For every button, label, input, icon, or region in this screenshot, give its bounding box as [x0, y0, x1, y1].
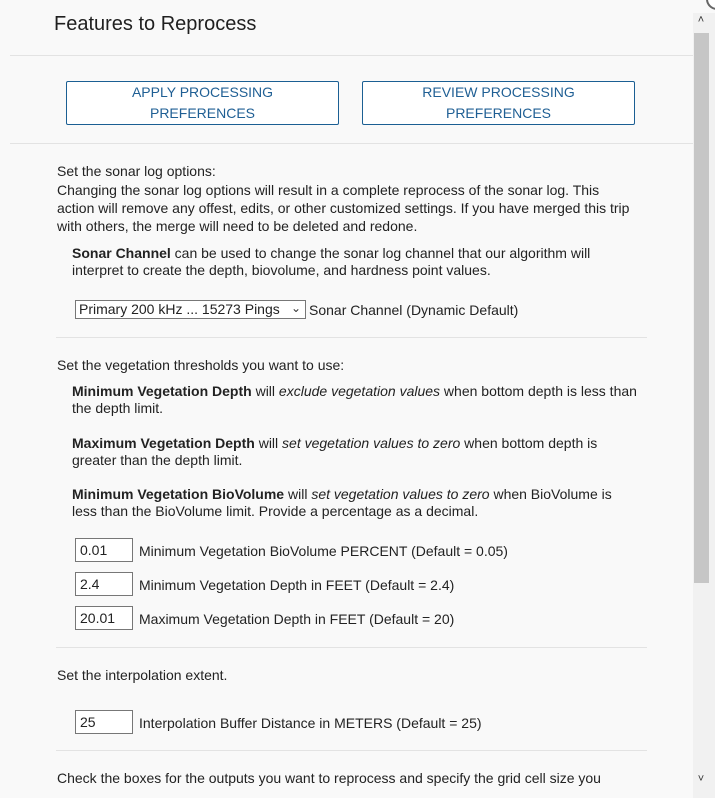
- sonar-section-divider: [56, 337, 647, 338]
- min-depth-label: Minimum Vegetation Depth in FEET (Default = 2.4): [139, 577, 455, 593]
- dialog-title: Features to Reprocess: [54, 13, 257, 35]
- header-divider: [10, 55, 693, 56]
- vegetation-section-heading: Set the vegetation thresholds you want to use:: [57, 357, 345, 373]
- max-depth-input[interactable]: 20.01: [75, 606, 133, 630]
- sonar-channel-select[interactable]: Primary 200 kHz ... 15273 Pings ⌄: [75, 300, 306, 319]
- sonar-channel-label: Sonar Channel (Dynamic Default): [309, 302, 519, 318]
- min-depth-input[interactable]: 2.4: [75, 572, 133, 596]
- min-depth-help: Minimum Vegetation Depth will exclude vegetation values when bottom depth is less than the depth limit.: [72, 383, 637, 416]
- scroll-down-icon[interactable]: ˅: [697, 773, 705, 785]
- interpolation-buffer-input[interactable]: 25: [75, 710, 133, 734]
- review-processing-preferences-button[interactable]: REVIEW PROCESSING PREFERENCES: [362, 81, 635, 125]
- close-icon[interactable]: [706, 0, 715, 10]
- vegetation-section-divider: [56, 647, 647, 648]
- min-biovolume-input[interactable]: 0.01: [75, 538, 133, 562]
- min-biovolume-help: Minimum Vegetation BioVolume will set vegetation values to zero when BioVolume is less than the BioVolume limit. Provide a percentage as a decimal.: [72, 486, 612, 519]
- sonar-section-heading: Set the sonar log options:: [57, 163, 216, 179]
- apply-processing-preferences-button[interactable]: APPLY PROCESSING PREFERENCES: [66, 81, 339, 125]
- chevron-down-icon: ⌄: [290, 301, 301, 315]
- interpolation-section-heading: Set the interpolation extent.: [57, 667, 228, 683]
- outputs-section-heading: Check the boxes for the outputs you want to reprocess and specify the grid cell size you: [57, 770, 601, 786]
- max-depth-help: Maximum Vegetation Depth will set vegetation values to zero when bottom depth is greater than the depth limit.: [72, 435, 598, 468]
- scrollbar-thumb[interactable]: [694, 33, 709, 583]
- min-biovolume-label: Minimum Vegetation BioVolume PERCENT (Default = 0.05): [139, 543, 508, 559]
- button-divider: [10, 143, 693, 144]
- sonar-section-description: Changing the sonar log options will result in a complete reprocess of the sonar log. This action will remove any offest, edits, or other customized settings. If you have merged this trip with others, the merge will need to be deleted and redone.: [57, 182, 630, 234]
- max-depth-label: Maximum Vegetation Depth in FEET (Default = 20): [139, 611, 455, 627]
- interpolation-buffer-label: Interpolation Buffer Distance in METERS (Default = 25): [139, 715, 482, 731]
- scroll-up-icon[interactable]: ˄: [697, 14, 705, 26]
- sonar-channel-help: Sonar Channel can be used to change the sonar log channel that our algorithm will interpret to create the depth, biovolume, and hardness point values.: [72, 245, 591, 278]
- interpolation-section-divider: [56, 750, 647, 751]
